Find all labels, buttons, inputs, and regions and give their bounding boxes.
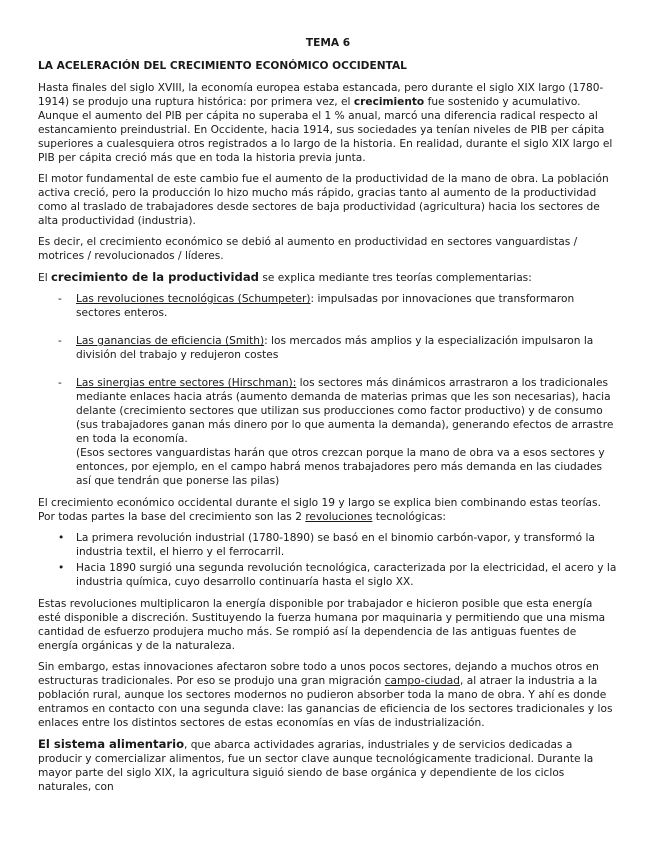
section-heading: LA ACELERACIÓN DEL CRECIMIENTO ECONÓMICO OCCIDENTAL: [38, 60, 407, 72]
dash-marker: -: [58, 335, 62, 347]
list-item: • Hacia 1890 surgió una segunda revolución tecnológica, caracterizada por la electricidad, el acero y la industria química, cuyo desarrollo continuaría hasta el siglo XX.: [58, 562, 617, 588]
keyword-campo-ciudad: campo-ciudad: [384, 675, 460, 687]
paragraph-teorias: El crecimiento de la productividad se explica mediante tres teorías complementarias:: [38, 270, 532, 284]
keyword-sistema-alimentario: El sistema alimentario: [38, 737, 185, 751]
theory-note: (Esos sectores vanguardistas harán que otros crezcan porque la mano de obra va a esos sectores y entonces, por ejemplo, en el campo habrá menos trabajadores pero más demanda en las ciudades así que tendrán que ponerse las pilas): [76, 447, 605, 487]
theory-title: Las sinergias entre sectores (Hirschman):: [76, 377, 297, 389]
list-item: - Las sinergias entre sectores (Hirschman): los sectores más dinámicos arrastraron a los tradicionales mediante enlaces hacia atrás (aumento demanda de materias primas que les son necesarias), hacia delante (crecimiento sectores que utilizan sus producciones como factor productivo) y de consumo (sus trabajadores ganan más dinero por lo que aumenta la demanda), generando efectos de arrastre en toda la economía. (Esos sectores vanguardistas harán que otros crezcan porque la mano de obra va a esos sectores y entonces, por ejemplo, en el campo habrá menos trabajadores pero más demanda en las ciudades así que tendrán que ponerse las pilas): [58, 377, 614, 487]
document-title: TEMA 6: [305, 37, 351, 49]
list-item: • La primera revolución industrial (1780-1890) se basó en el binomio carbón-vapor, y transformó la industria textil, el hierro y el ferrocarril.: [58, 532, 595, 558]
paragraph-sistema-alimentario: El sistema alimentario, que abarca actividades agrarias, industriales y de servicios dedicadas a producir y comercializar alimentos, fue un sector clave aunque tecnológicamente tradicional. Durante la mayor parte del siglo XIX, la agricultura siguió siendo de base orgánica y dependiente de los ciclos naturales, con: [38, 737, 594, 793]
paragraph-migracion: Sin embargo, estas innovaciones afectaron sobre todo a unos pocos sectores, dejando a muchos otros en estructuras tradicionales. Por eso se produjo una gran migración campo-ciudad, al atraer la industria a la población rural, aunque los sectores modernos no pudieron absorber toda la mano de obra. Y ahí es donde entramos en contacto con una segunda clave: las ganancias de eficiencia de los sectores tradicionales y los enlaces entre los distintos sectores de estas economías en vías de industrialización.: [38, 661, 613, 729]
paragraph-sectores: Es decir, el crecimiento económico se debió al aumento en productividad en sectores vanguardistas / motrices / revolucionados / líderes.: [38, 236, 578, 262]
dash-marker: -: [58, 377, 62, 389]
theories-list: [38, 292, 618, 488]
list-item: - Las revoluciones tecnológicas (Schumpeter): impulsadas por innovaciones que transformaron sectores enteros.: [58, 293, 575, 319]
dash-marker: -: [58, 293, 62, 305]
paragraph-motor: El motor fundamental de este cambio fue el aumento de la productividad de la mano de obra. La población activa creció, pero la producción lo hizo mucho más rápido, gracias tanto al aumento de la productividad como al traslado de trabajadores desde sectores de baja productividad (agricultura) hacia los sectores de alta productividad (industria).: [38, 173, 609, 227]
paragraph-energia: Estas revoluciones multiplicaron la energía disponible por trabajador e hicieron posible que esta energía esté disponible a discreción. Sustituyendo la fuerza humana por maquinaria y permitiendo que una misma cantidad de esfuerzo produjera mucho más. Se rompió así la dependencia de las antiguas fuentes de energía orgánicas y de la naturaleza.: [38, 598, 606, 652]
list-item: - Las ganancias de eficiencia (Smith): los mercados más amplios y la especialización impulsaron la división del trabajo y redujeron costes: [58, 335, 594, 361]
keyword-crecimiento: crecimiento: [353, 96, 425, 108]
paragraph-intro: Hasta finales del siglo XVIII, la economía europea estaba estancada, pero durante el siglo XIX largo (1780-1914) se produjo una ruptura histórica: por primera vez, el crecimiento fue sostenido y acumulativo. Aunque el aumento del PIB per cápita no superaba el 1 % anual, marcó una diferencia radical respecto al estancamiento preindustrial. En Occidente, hacia 1914, sus sociedades ya tenían niveles de PIB per cápita superiores a cualesquiera otros registrados a lo largo de la historia. En realidad, durante el siglo XIX largo el PIB per cápita creció más que en toda la historia previa junta.: [38, 82, 613, 164]
bullet-marker: •: [58, 562, 65, 574]
keyword-revoluciones: revoluciones: [305, 511, 373, 523]
theory-title: Las revoluciones tecnológicas (Schumpeter): [76, 293, 311, 305]
keyword-productividad: crecimiento de la productividad: [51, 270, 259, 284]
document-page: [38, 36, 618, 801]
bullet-marker: •: [58, 532, 65, 544]
paragraph-revoluciones: El crecimiento económico occidental durante el siglo 19 y largo se explica bien combinando estas teorías. Por todas partes la base del crecimiento son las 2 revoluciones tecnológicas:: [38, 497, 601, 523]
theory-title: Las ganancias de eficiencia (Smith): [76, 335, 265, 347]
revolutions-list: [38, 531, 618, 589]
